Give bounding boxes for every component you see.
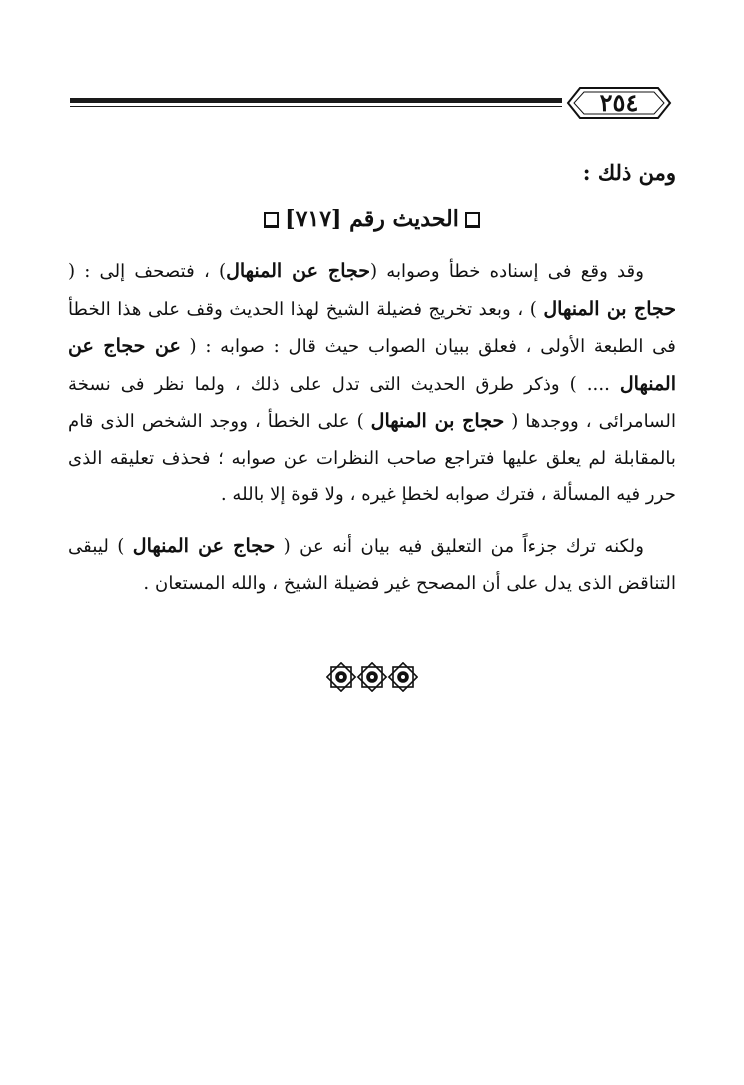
- page-header: [0, 84, 744, 124]
- header-rule: [70, 98, 562, 107]
- bold-narrator-name: عن حجاج عن المنهال: [68, 335, 676, 395]
- bold-narrator-name: حجاج بن المنهال: [370, 410, 505, 432]
- paragraph-text: ) ليبقى التناقض الذى يدل على أن المصحح غير فضيلة الشيخ ، والله المستعان .: [68, 536, 676, 594]
- paragraph-text: ولكنه ترك جزءاً من التعليق فيه بيان أنه عن (: [275, 536, 644, 557]
- paragraph-2: [68, 528, 676, 602]
- paragraph-text: .... ) وذكر طرق الحديث التى تدل على ذلك ، ولما نظر فى نسخة السامرائى ، ووجدها (: [68, 373, 676, 432]
- hadith-heading: [0, 206, 744, 232]
- paragraph-text: ) ، وبعد تخريج فضيلة الشيخ لهذا الحديث وقف على هذا الخطأ فى الطبعة الأولى ، فعلق ببيان الصواب حيث قال : صوابه : (: [68, 298, 676, 357]
- square-bullet-icon: [465, 212, 480, 228]
- bold-narrator-name: حجاج عن المنهال: [226, 260, 370, 282]
- triple-flower-ornament-icon: [326, 662, 418, 692]
- bold-narrator-name: حجاج عن المنهال: [132, 535, 276, 557]
- square-bullet-icon: [264, 212, 279, 228]
- paragraph-text: ) على الخطأ ، ووجد الشخص الذى قام بالمقابلة لم يعلق عليها فتراجع صاحب النظرات عن صوابه ؛ فحذف تعليقه الذى حرر فيه المسألة ، فترك صوابه لخطإ غيره ، ولا قوة إلا بالله .: [68, 411, 676, 505]
- paragraph-text: ) ، فتصحف إلى : (: [68, 261, 227, 282]
- paragraph-1: [68, 253, 676, 514]
- hadith-heading-text: الحديث رقم [٧١٧]: [285, 206, 459, 232]
- paragraph-text: وقد وقع فى إسناده خطأ وصوابه (: [370, 261, 644, 282]
- bold-narrator-name: حجاج بن المنهال: [543, 297, 676, 320]
- page-number-frame: [566, 84, 672, 122]
- intro-text: ومن ذلك :: [582, 160, 676, 185]
- page-number: ٢٥٤: [599, 88, 639, 117]
